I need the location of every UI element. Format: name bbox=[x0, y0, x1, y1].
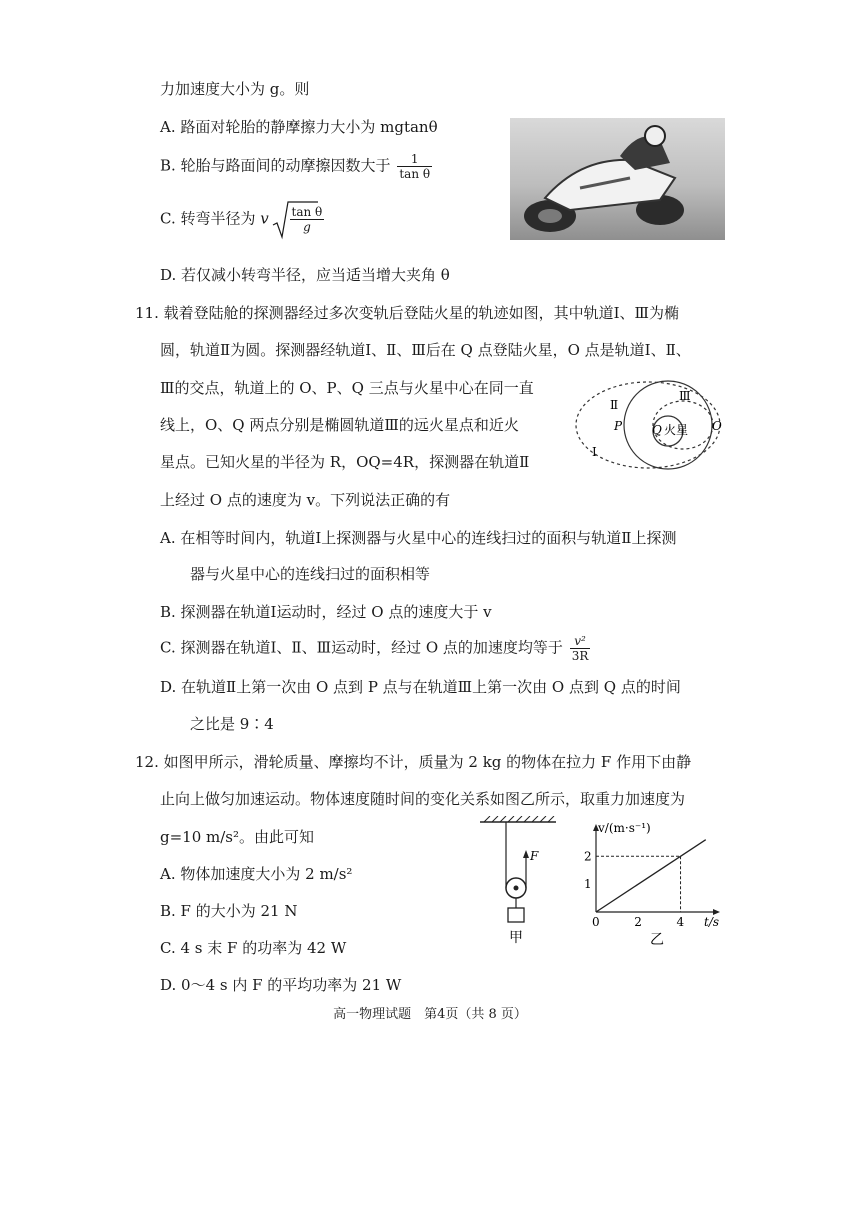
y-axis-label: v/(m·s⁻¹) bbox=[598, 821, 651, 835]
x-axis-label: t/s bbox=[704, 915, 720, 929]
q10-option-a: A. 路面对轮胎的静摩擦力大小为 mgtanθ bbox=[160, 118, 438, 136]
figure-yi-label: 乙 bbox=[650, 932, 664, 948]
q11-option-d-line1: D. 在轨道Ⅱ上第一次由 O 点到 P 点与在轨道Ⅲ上第一次由 O 点到 Q 点的时间 bbox=[160, 678, 681, 696]
point-q-label: Q bbox=[652, 423, 662, 437]
x-tick-label: 0 bbox=[592, 915, 600, 929]
q11-c-fraction: $\frac{\text{v²}}{3R}$ bbox=[571, 634, 589, 663]
orbit-I bbox=[576, 382, 720, 468]
q12-option-c: C. 4 s 末 F 的功率为 42 W bbox=[160, 939, 347, 957]
q11-stem-line5: 星点。已知火星的半径为 R，OQ=4R，探测器在轨道Ⅱ bbox=[160, 453, 530, 471]
sqrt-expression: $\frac{\text{tan θ}}{g}$ bbox=[274, 205, 327, 234]
mars-label: 火星 bbox=[664, 423, 689, 437]
q11-stem-line2: 圆，轨道Ⅱ为圆。探测器经轨道Ⅰ、Ⅱ、Ⅲ后在 Q 点登陆火星，O 点是轨道Ⅰ、Ⅱ、 bbox=[160, 341, 691, 359]
q12-option-a: A. 物体加速度大小为 2 m/s² bbox=[160, 865, 353, 883]
q11-stem-line6: 上经过 O 点的速度为 v。下列说法正确的有 bbox=[160, 491, 451, 509]
velocity-time-chart bbox=[578, 820, 728, 950]
q10-b-fraction: $\frac{1}{\text{tan θ}}$ bbox=[399, 152, 431, 181]
motorcycle-icon bbox=[510, 118, 725, 240]
pulley-figure bbox=[478, 816, 558, 946]
q12-stem-line3: g=10 m/s²。由此可知 bbox=[160, 828, 315, 846]
q10-option-c: C. 转弯半径为 v $\frac{\text{tan θ}}{g}$ bbox=[160, 205, 326, 234]
q11-stem-line4: 线上，O、Q 两点分别是椭圆轨道Ⅲ的远火星点和近火 bbox=[160, 416, 519, 434]
q10-option-d: D. 若仅减小转弯半径，应当适当增大夹角 θ bbox=[160, 266, 450, 284]
point-p-label: P bbox=[614, 419, 623, 433]
figure-jia-label: 甲 bbox=[509, 930, 523, 946]
q10-option-b: B. 轮胎与路面间的动摩擦因数大于 $\frac{1}{\text{tan θ}}$ bbox=[160, 152, 431, 181]
force-arrow-icon bbox=[523, 850, 529, 858]
q11-stem-line1: 11. 载着登陆舱的探测器经过多次变轨后登陆火星的轨迹如图，其中轨道Ⅰ、Ⅲ为椭 bbox=[135, 304, 680, 322]
orbit-diagram bbox=[572, 372, 732, 472]
y-tick-label: 2 bbox=[584, 849, 592, 864]
block-mass bbox=[508, 908, 524, 922]
q11-option-a-line1: A. 在相等时间内，轨道Ⅰ上探测器与火星中心的连线扫过的面积与轨道Ⅱ上探测 bbox=[160, 529, 677, 547]
q12-stem-line2: 止向上做匀加速运动。物体速度随时间的变化关系如图乙所示，取重力加速度为 bbox=[160, 790, 686, 808]
x-tick-label: 4 bbox=[676, 915, 685, 929]
sqrt-sign-icon bbox=[272, 199, 318, 241]
orbit-label-I: Ⅰ bbox=[592, 445, 597, 459]
x-tick-label: 2 bbox=[634, 915, 642, 929]
q11-option-c: C. 探测器在轨道Ⅰ、Ⅱ、Ⅲ运动时，经过 O 点的加速度均等于 $\frac{\text{v²}}{3R}$ bbox=[160, 634, 589, 663]
force-f-label: F bbox=[530, 849, 539, 863]
q12-stem-line1: 12. 如图甲所示，滑轮质量、摩擦均不计，质量为 2 kg 的物体在拉力 F 作用下由静 bbox=[135, 753, 692, 771]
orbit-label-II: Ⅱ bbox=[610, 398, 619, 412]
motorcycle-photo bbox=[510, 118, 725, 240]
q11-option-a-line2: 器与火星中心的连线扫过的面积相等 bbox=[190, 565, 431, 583]
q12-option-b: B. F 的大小为 21 N bbox=[160, 902, 298, 920]
page-footer: 高一物理试题 第4页（共 8 页） bbox=[333, 1007, 527, 1022]
y-tick-label: 1 bbox=[584, 877, 592, 892]
q11-option-d-line2: 之比是 9∶4 bbox=[190, 715, 274, 733]
velocity-series-line bbox=[596, 840, 706, 912]
q10-intro: 力加速度大小为 g。则 bbox=[160, 80, 310, 98]
q11-stem-line3: Ⅲ的交点，轨道上的 O、P、Q 三点与火星中心在同一直 bbox=[160, 379, 534, 397]
orbit-label-III: Ⅲ bbox=[679, 389, 691, 403]
q12-option-d: D. 0～4 s 内 F 的平均功率为 21 W bbox=[160, 976, 402, 994]
q11-option-b: B. 探测器在轨道Ⅰ运动时，经过 O 点的速度大于 v bbox=[160, 603, 492, 621]
point-o-label: O bbox=[712, 419, 722, 433]
